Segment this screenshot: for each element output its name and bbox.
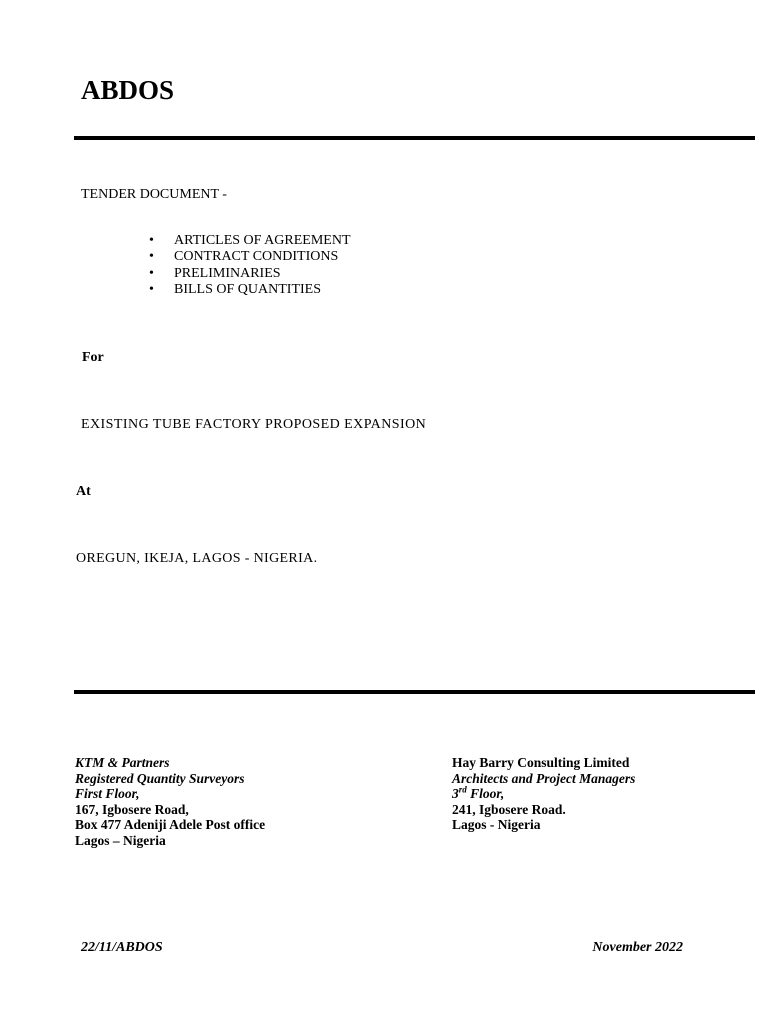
firm-name: KTM & Partners (75, 755, 170, 770)
address-street: 241, Igbosere Road. (452, 801, 566, 817)
address-city: Lagos – Nigeria (75, 832, 166, 848)
bullet-icon: • (149, 249, 154, 265)
list-item-text: CONTRACT CONDITIONS (174, 249, 339, 265)
floor-word: Floor, (466, 786, 505, 801)
quantity-surveyor-address (75, 755, 265, 848)
top-divider (74, 136, 755, 140)
address-city: Lagos - Nigeria (452, 817, 541, 832)
bottom-divider (74, 690, 755, 694)
firm-role: Registered Quantity Surveyors (75, 770, 245, 786)
list-item-text: ARTICLES OF AGREEMENT (174, 233, 351, 248)
floor-number: 3 (452, 786, 459, 801)
list-item-text: PRELIMINARIES (174, 265, 281, 281)
tender-contents-list (148, 233, 351, 298)
firm-role: Architects and Project Managers (452, 770, 636, 786)
address-box: Box 477 Adeniji Adele Post office (75, 817, 266, 832)
at-label: At (76, 484, 91, 499)
document-date: November 2022 (592, 940, 683, 955)
list-item (148, 233, 351, 249)
list-item (148, 266, 351, 282)
list-item-text: BILLS OF QUANTITIES (174, 281, 321, 297)
address-floor: First Floor, (75, 786, 140, 801)
project-name: EXISTING TUBE FACTORY PROPOSED EXPANSION (81, 417, 427, 432)
for-label: For (82, 350, 104, 365)
architect-address (452, 755, 635, 833)
address-floor (452, 786, 635, 802)
project-location: OREGUN, IKEJA, LAGOS - NIGERIA. (76, 551, 318, 566)
bullet-icon: • (149, 281, 154, 297)
list-item (148, 249, 351, 265)
list-item (148, 282, 351, 298)
floor-ordinal-suffix: rd (458, 784, 467, 795)
firm-name: Hay Barry Consulting Limited (452, 755, 630, 770)
bullet-icon: • (149, 265, 154, 281)
document-reference: 22/11/ABDOS (81, 940, 163, 955)
address-street: 167, Igbosere Road, (75, 801, 189, 817)
bullet-icon: • (149, 233, 154, 248)
tender-heading: TENDER DOCUMENT - (81, 187, 227, 202)
document-title: ABDOS (81, 75, 175, 105)
